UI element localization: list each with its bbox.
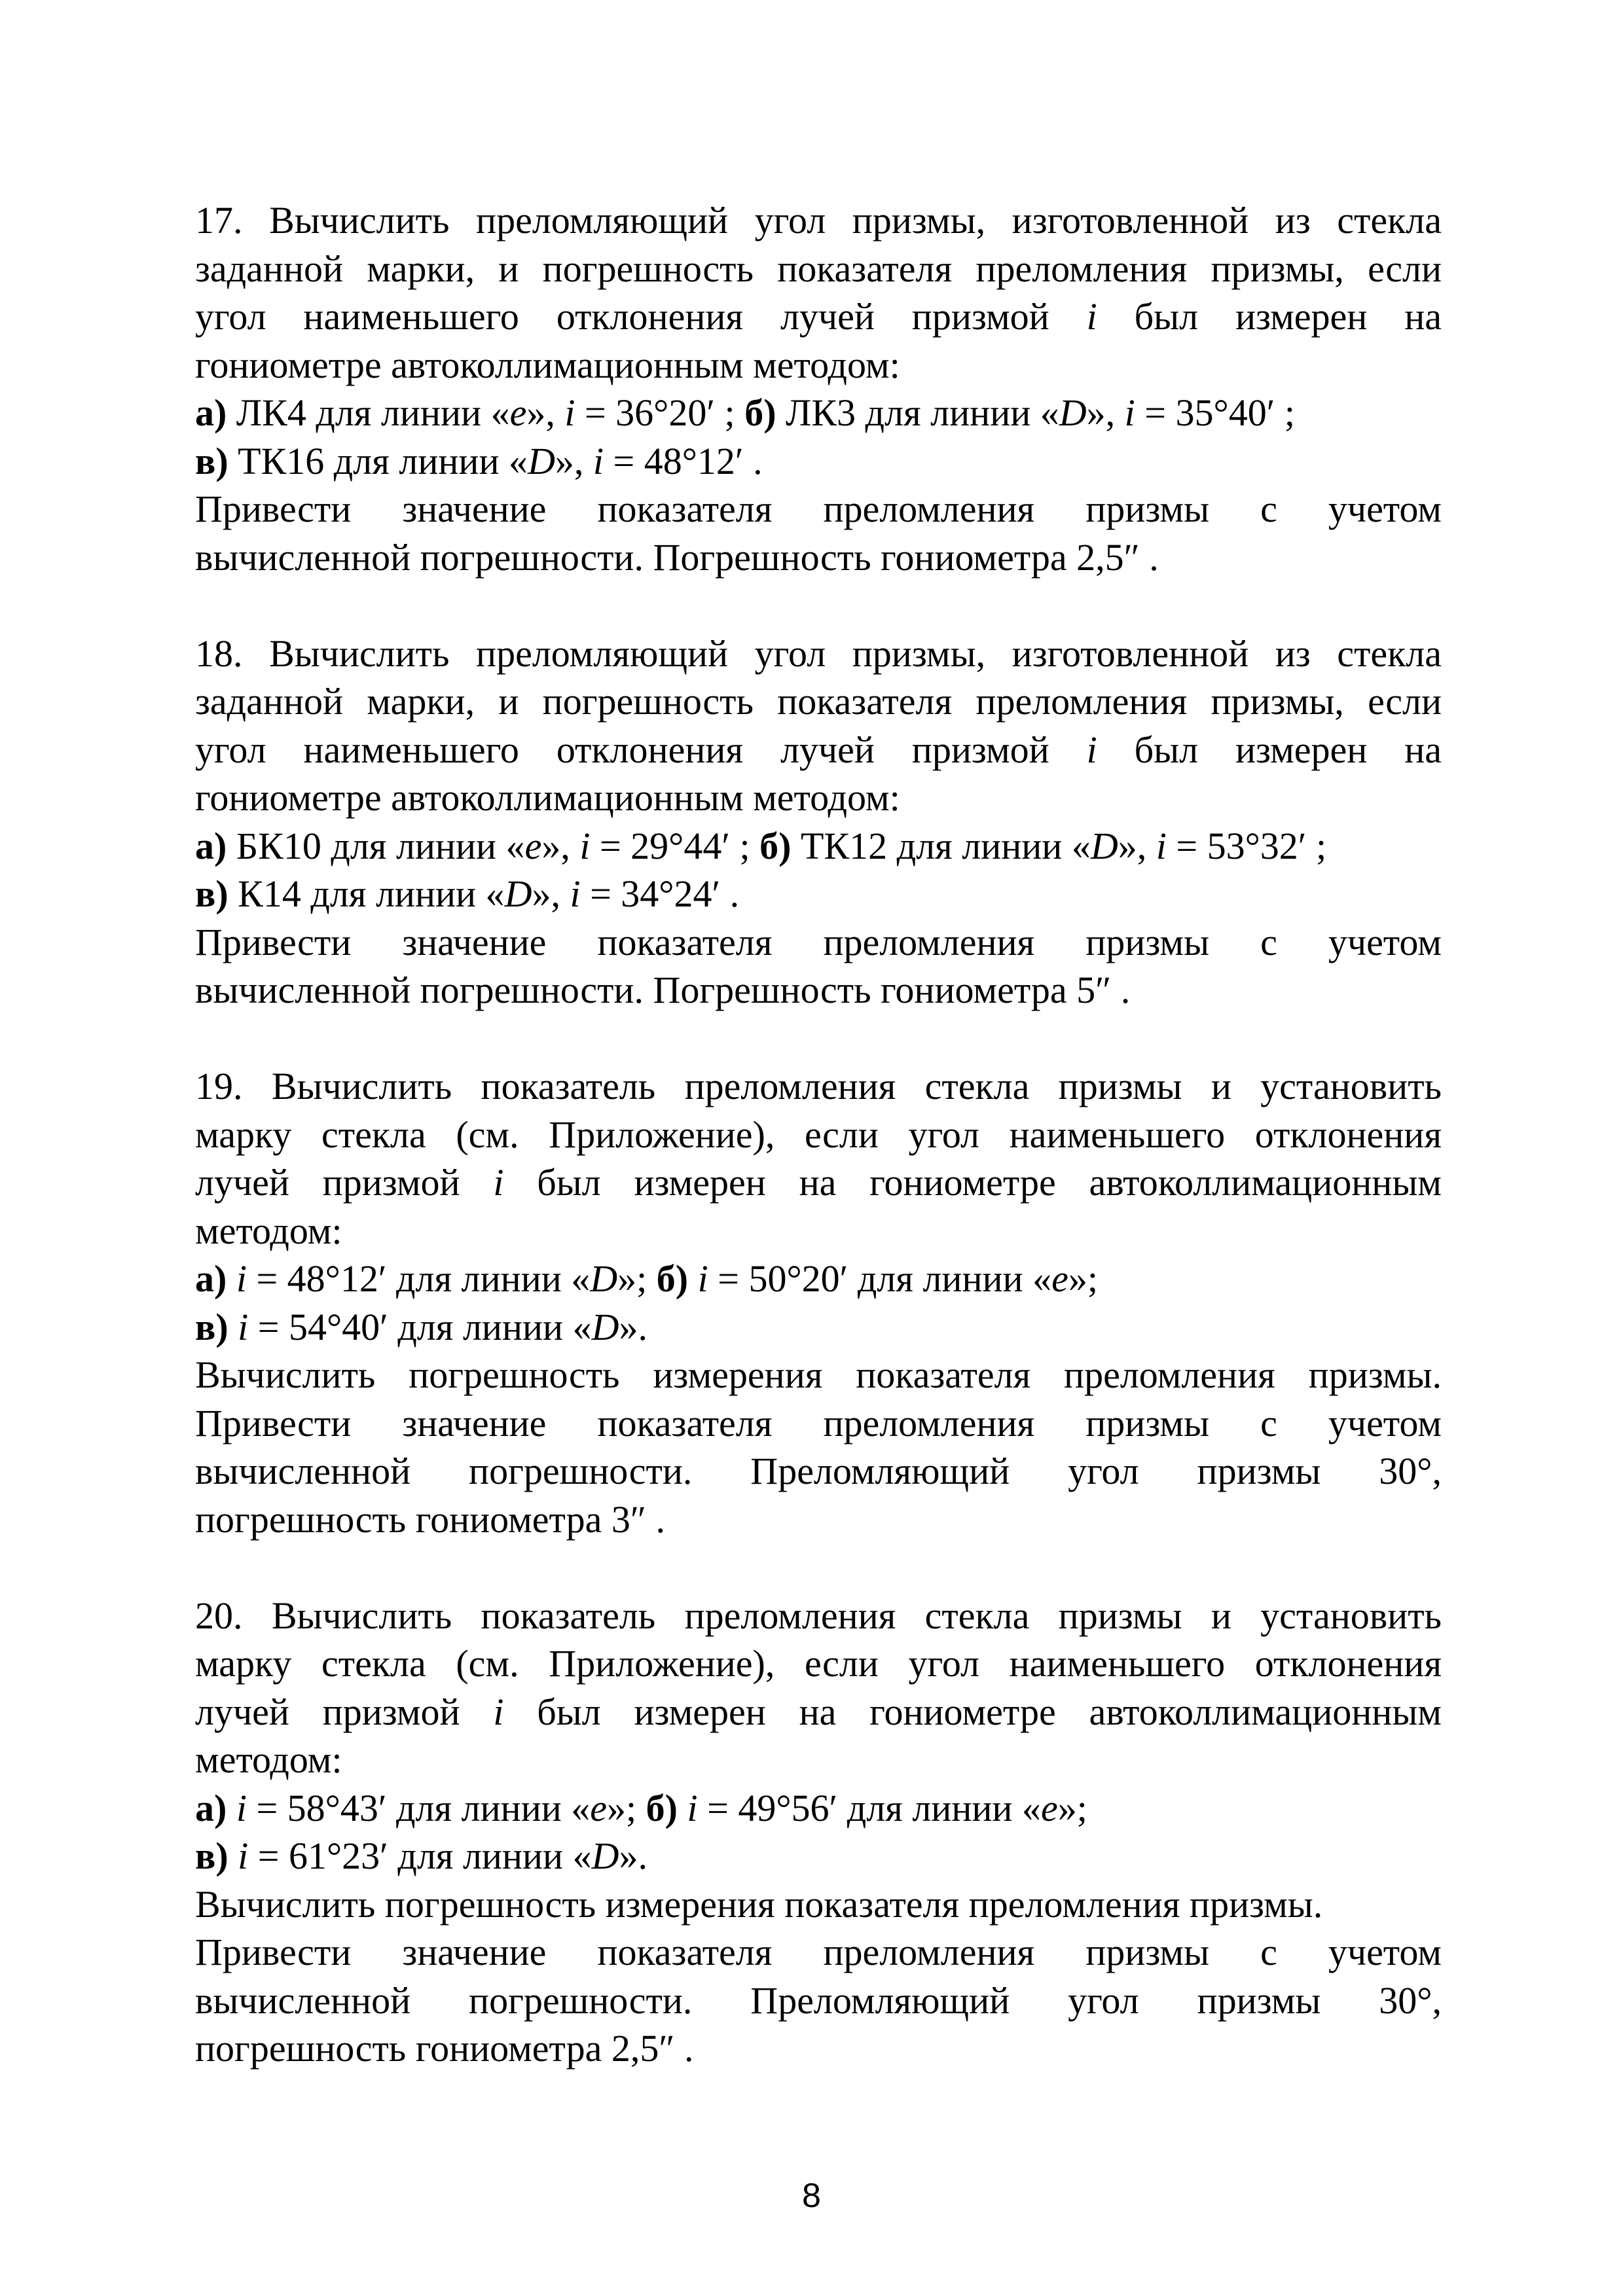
- text-run: [228, 1835, 238, 1877]
- text-run: = 49°56′ для линии «: [697, 1786, 1041, 1829]
- text-run: К14 для линии «: [228, 872, 505, 915]
- text-run: Привести значение показателя преломления призмы с учетом: [195, 1931, 1442, 1973]
- text-run: = 35°40′ ;: [1135, 391, 1296, 434]
- text-run: [228, 1306, 238, 1348]
- math-symbol: e: [1051, 1257, 1068, 1300]
- text-line: [195, 1640, 1442, 1688]
- text-run: ТК16 для линии «: [228, 439, 528, 482]
- text-line: [195, 196, 1442, 245]
- math-symbol: i: [238, 1305, 249, 1348]
- text-run: [678, 1787, 687, 1829]
- math-symbol: D: [590, 1257, 618, 1300]
- text-run: вычисленной погрешности. Преломляющий угол призмы 30°,: [195, 1979, 1442, 2022]
- blank-line: [195, 1543, 1442, 1592]
- text-run: = 53°32′ ;: [1166, 824, 1327, 867]
- text-run: [227, 1257, 236, 1300]
- text-line: [195, 1688, 1442, 1736]
- math-symbol: e: [590, 1786, 608, 1829]
- text-line: [195, 1303, 1442, 1352]
- text-line: [195, 1592, 1442, 1640]
- text-run: марку стекла (см. Приложение), если угол наименьшего отклонения: [195, 1113, 1442, 1156]
- text-run: угол наименьшего отклонения лучей призмой: [195, 728, 1087, 771]
- text-run: ЛК3 для линии «: [776, 391, 1059, 434]
- text-line: [195, 1447, 1442, 1496]
- blank-line: [195, 1014, 1442, 1063]
- math-symbol: i: [238, 1835, 249, 1877]
- text-line: [195, 533, 1442, 582]
- text-run: »;: [607, 1786, 646, 1829]
- text-line: [195, 1977, 1442, 2025]
- item-label: а): [195, 391, 227, 434]
- text-run: был измерен на гониометре автоколлимационным: [503, 1161, 1442, 1204]
- text-run: ТК12 для линии «: [791, 824, 1091, 867]
- math-symbol: i: [1156, 824, 1167, 867]
- math-symbol: D: [1090, 824, 1118, 867]
- text-run: = 34°24′ .: [580, 872, 740, 915]
- text-run: методом:: [195, 1738, 342, 1781]
- text-line: [195, 1928, 1442, 1977]
- text-run: [227, 1787, 236, 1829]
- text-run: ».: [619, 1305, 647, 1348]
- math-symbol: D: [591, 1835, 619, 1877]
- item-label: б): [744, 391, 776, 434]
- page-number: 8: [802, 2177, 821, 2215]
- text-run: Привести значение показателя преломления призмы с учетом: [195, 920, 1442, 963]
- text-run: = 61°23′ для линии «: [248, 1835, 592, 1877]
- text-run: заданной марки, и погрешность показателя преломления призмы, если: [195, 247, 1442, 290]
- text-run: БК10 для линии «: [227, 824, 525, 867]
- text-run: = 54°40′ для линии «: [248, 1305, 592, 1348]
- text-run: вычисленной погрешности. Погрешность гониометра 2,5″ .: [195, 535, 1159, 579]
- item-label: в): [195, 872, 228, 915]
- text-run: 20. Вычислить показатель преломления стекла призмы и установить: [195, 1594, 1442, 1637]
- text-run: »,: [555, 439, 593, 482]
- text-run: гониометре автоколлимационным методом:: [195, 343, 900, 386]
- text-run: методом:: [195, 1209, 342, 1252]
- text-run: = 36°20′ ;: [575, 391, 745, 434]
- text-run: вычисленной погрешности. Погрешность гониометра 5″ .: [195, 969, 1131, 1011]
- math-symbol: i: [579, 824, 591, 867]
- text-run: [688, 1257, 698, 1300]
- text-line: [195, 437, 1442, 486]
- text-line: [195, 1207, 1442, 1255]
- text-line: [195, 2024, 1442, 2073]
- text-run: »;: [1057, 1786, 1087, 1829]
- math-symbol: i: [687, 1786, 698, 1829]
- text-run: = 48°12′ .: [604, 439, 763, 482]
- text-run: »,: [1086, 391, 1125, 434]
- math-symbol: i: [236, 1786, 247, 1829]
- text-run: Привести значение показателя преломления призмы с учетом: [195, 488, 1442, 530]
- text-run: = 29°44′ ;: [590, 824, 760, 867]
- text-run: ЛК4 для линии «: [227, 391, 510, 434]
- math-symbol: D: [1059, 391, 1087, 434]
- item-label: а): [195, 1257, 227, 1300]
- text-run: угол наименьшего отклонения лучей призмой: [195, 295, 1087, 338]
- text-line: [195, 1158, 1442, 1207]
- text-line: [195, 1880, 1442, 1929]
- text-line: [195, 1351, 1442, 1399]
- text-line: [195, 1784, 1442, 1833]
- text-line: [195, 1399, 1442, 1448]
- text-run: погрешность гониометра 2,5″ .: [195, 2027, 694, 2070]
- math-symbol: D: [528, 439, 555, 482]
- math-symbol: e: [524, 824, 542, 867]
- text-run: »,: [541, 824, 580, 867]
- text-line: [195, 293, 1442, 341]
- text-line: [195, 245, 1442, 293]
- text-line: [195, 1736, 1442, 1784]
- text-run: Вычислить погрешность измерения показателя преломления призмы.: [195, 1882, 1323, 1926]
- text-line: [195, 677, 1442, 726]
- text-run: лучей призмой: [195, 1690, 494, 1733]
- text-line: [195, 1111, 1442, 1159]
- text-line: [195, 485, 1442, 533]
- text-run: заданной марки, и погрешность показателя преломления призмы, если: [195, 680, 1442, 723]
- text-line: [195, 822, 1442, 870]
- item-label: в): [195, 439, 228, 482]
- math-symbol: i: [1124, 391, 1135, 434]
- text-run: был измерен на гониометре автоколлимационным: [503, 1690, 1442, 1733]
- text-run: гониометре автоколлимационным методом:: [195, 776, 900, 819]
- text-run: 19. Вычислить показатель преломления стекла призмы и установить: [195, 1065, 1442, 1107]
- text-run: 18. Вычислить преломляющий угол призмы, изготовленной из стекла: [195, 632, 1442, 675]
- item-label: а): [195, 824, 227, 867]
- math-symbol: i: [570, 872, 581, 915]
- text-line: [195, 1255, 1442, 1303]
- math-symbol: i: [236, 1257, 247, 1300]
- text-run: лучей призмой: [195, 1161, 494, 1204]
- text-run: марку стекла (см. Приложение), если угол наименьшего отклонения: [195, 1642, 1442, 1685]
- text-run: = 50°20′ для линии «: [708, 1257, 1052, 1300]
- text-run: »;: [617, 1257, 657, 1300]
- problem-18: [195, 630, 1442, 1014]
- math-symbol: i: [593, 439, 604, 482]
- blank-line: [195, 581, 1442, 630]
- math-symbol: i: [564, 391, 575, 434]
- text-run: Привести значение показателя преломления призмы с учетом: [195, 1401, 1442, 1444]
- problem-20: [195, 1592, 1442, 2073]
- problem-19: [195, 1062, 1442, 1543]
- text-line: [195, 774, 1442, 822]
- text-line: [195, 1496, 1442, 1544]
- text-line: [195, 1832, 1442, 1880]
- text-run: Вычислить погрешность измерения показателя преломления призмы.: [195, 1354, 1442, 1396]
- text-line: [195, 870, 1442, 918]
- text-run: = 48°12′ для линии «: [246, 1257, 591, 1300]
- item-label: б): [759, 824, 792, 867]
- text-run: был измерен на: [1097, 295, 1442, 338]
- math-symbol: i: [493, 1690, 504, 1733]
- item-label: в): [195, 1305, 228, 1348]
- document-body: [195, 196, 1442, 2073]
- text-run: вычисленной погрешности. Преломляющий угол призмы 30°,: [195, 1450, 1442, 1492]
- text-run: = 58°43′ для линии «: [246, 1786, 591, 1829]
- math-symbol: i: [697, 1257, 708, 1300]
- math-symbol: D: [591, 1305, 619, 1348]
- text-run: »;: [1068, 1257, 1098, 1300]
- text-line: [195, 341, 1442, 389]
- math-symbol: e: [1040, 1786, 1058, 1829]
- text-run: »,: [526, 391, 565, 434]
- math-symbol: i: [1086, 728, 1097, 771]
- text-line: [195, 630, 1442, 678]
- item-label: б): [646, 1786, 678, 1829]
- text-run: »,: [1118, 824, 1156, 867]
- text-run: ».: [619, 1835, 647, 1877]
- text-line: [195, 918, 1442, 967]
- math-symbol: D: [504, 872, 532, 915]
- text-run: погрешность гониометра 3″ .: [195, 1498, 665, 1541]
- math-symbol: i: [493, 1161, 504, 1204]
- text-line: [195, 389, 1442, 437]
- text-line: [195, 1062, 1442, 1111]
- text-run: был измерен на: [1097, 728, 1442, 771]
- text-run: »,: [532, 872, 570, 915]
- text-line: [195, 726, 1442, 774]
- item-label: в): [195, 1835, 228, 1877]
- text-run: 17. Вычислить преломляющий угол призмы, изготовленной из стекла: [195, 199, 1442, 242]
- problem-17: [195, 196, 1442, 581]
- text-line: [195, 966, 1442, 1014]
- item-label: б): [656, 1257, 689, 1300]
- item-label: а): [195, 1786, 227, 1829]
- math-symbol: i: [1086, 295, 1097, 338]
- math-symbol: e: [509, 391, 527, 434]
